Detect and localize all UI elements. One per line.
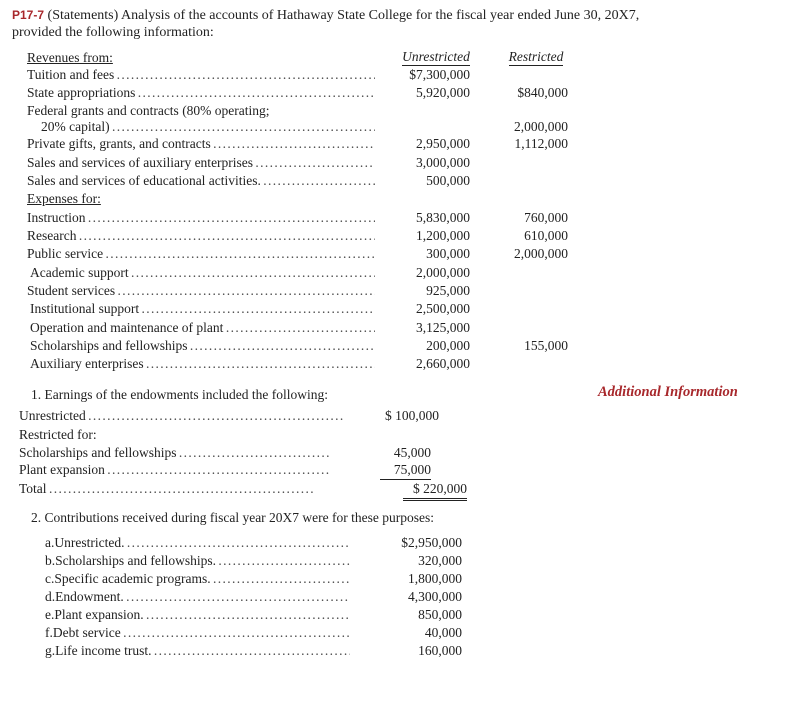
row-label: Federal grants and contracts (80% operating; — [27, 103, 270, 118]
row-value: 45,000 — [393, 445, 431, 460]
row-label: Academic support . . . — [30, 264, 375, 282]
row-label: Scholarships and fellowships . . . — [30, 337, 375, 355]
unrestricted-value: 3,000,000 — [416, 155, 470, 170]
column-header-unrestricted: Unrestricted — [402, 49, 470, 64]
expenses-heading: Expenses for: — [27, 191, 101, 206]
unrestricted-value: 200,000 — [426, 338, 470, 353]
row-value: 320,000 — [418, 553, 462, 568]
row-label: Research . . . — [27, 227, 375, 245]
row-label: Private gifts, grants, and contracts . . . — [27, 135, 375, 153]
item-1-text: 1. Earnings of the endowments included the following: — [31, 387, 328, 402]
row-value: $ 100,000 — [385, 408, 439, 423]
row-value: 160,000 — [418, 643, 462, 658]
restricted-value: 1,112,000 — [514, 136, 568, 151]
unrestricted-value: 2,500,000 — [416, 301, 470, 316]
row-value: $2,950,000 — [401, 535, 462, 550]
problem-number: P17-7 — [12, 8, 45, 22]
row-label: c.Specific academic programs. . . . — [45, 570, 350, 588]
restricted-value: $840,000 — [517, 85, 568, 100]
row-label: Plant expansion . . . — [19, 461, 329, 479]
row-label: Sales and services of auxiliary enterprises . . . — [27, 154, 375, 172]
row-label: Instruction . . . — [27, 209, 375, 227]
row-value: 4,300,000 — [408, 589, 462, 604]
row-label: Student services . . . — [27, 282, 375, 300]
row-value: 1,800,000 — [408, 571, 462, 586]
unrestricted-value: 5,830,000 — [416, 210, 470, 225]
row-label: Scholarships and fellowships . . . — [19, 444, 329, 462]
unrestricted-value: 2,950,000 — [416, 136, 470, 151]
row-value: 75,000 — [380, 461, 431, 480]
row-label: a.Unrestricted. . . . — [45, 534, 350, 552]
row-label: Auxiliary enterprises . . . — [30, 355, 375, 373]
restricted-value: 610,000 — [524, 228, 568, 243]
unrestricted-value: 2,660,000 — [416, 356, 470, 371]
row-label: Tuition and fees . . . — [27, 66, 375, 84]
problem-intro — [12, 7, 652, 41]
restricted-value: 2,000,000 — [514, 246, 568, 261]
row-label: Unrestricted . . . — [19, 407, 345, 425]
unrestricted-value: 1,200,000 — [416, 228, 470, 243]
restricted-value: 760,000 — [524, 210, 568, 225]
unrestricted-value: 925,000 — [426, 283, 470, 298]
row-label: Operation and maintenance of plant . . . — [30, 319, 375, 337]
unrestricted-value: 3,125,000 — [416, 320, 470, 335]
restricted-value: 155,000 — [524, 338, 568, 353]
row-value: 40,000 — [424, 625, 462, 640]
unrestricted-value: 2,000,000 — [416, 265, 470, 280]
row-label-continued: 20% capital) . . . — [41, 118, 375, 136]
row-label: Sales and services of educational activities. . . . — [27, 172, 375, 190]
row-label: b.Scholarships and fellowships. . . . — [45, 552, 350, 570]
row-label: Institutional support . . . — [30, 300, 375, 318]
unrestricted-value: $7,300,000 — [409, 67, 470, 82]
restricted-for-heading: Restricted for: — [19, 427, 97, 442]
additional-information-label: Additional Information — [598, 384, 738, 400]
row-label: f.Debt service . . . — [45, 624, 350, 642]
item-2-text: 2. Contributions received during fiscal year 20X7 were for these purposes: — [31, 510, 435, 525]
restricted-value: 2,000,000 — [514, 119, 568, 134]
row-value: 850,000 — [418, 607, 462, 622]
problem-intro-text: (Statements) Analysis of the accounts of Hathaway State College for the fiscal year ended June 30, 20X7, provided the following information: — [12, 8, 640, 40]
column-header-restricted: Restricted — [508, 49, 564, 64]
total-value: $ 220,000 — [403, 480, 467, 501]
unrestricted-value: 300,000 — [426, 246, 470, 261]
row-label: d.Endowment. . . . — [45, 588, 350, 606]
row-label: Public service . . . — [27, 245, 375, 263]
row-label: e.Plant expansion. . . . — [45, 606, 350, 624]
row-label: g.Life income trust. . . . — [45, 642, 350, 660]
unrestricted-value: 5,920,000 — [416, 85, 470, 100]
total-label: Total . . . — [19, 480, 315, 498]
row-label: State appropriations . . . — [27, 84, 375, 102]
revenues-heading: Revenues from: — [27, 50, 113, 65]
unrestricted-value: 500,000 — [426, 173, 470, 188]
